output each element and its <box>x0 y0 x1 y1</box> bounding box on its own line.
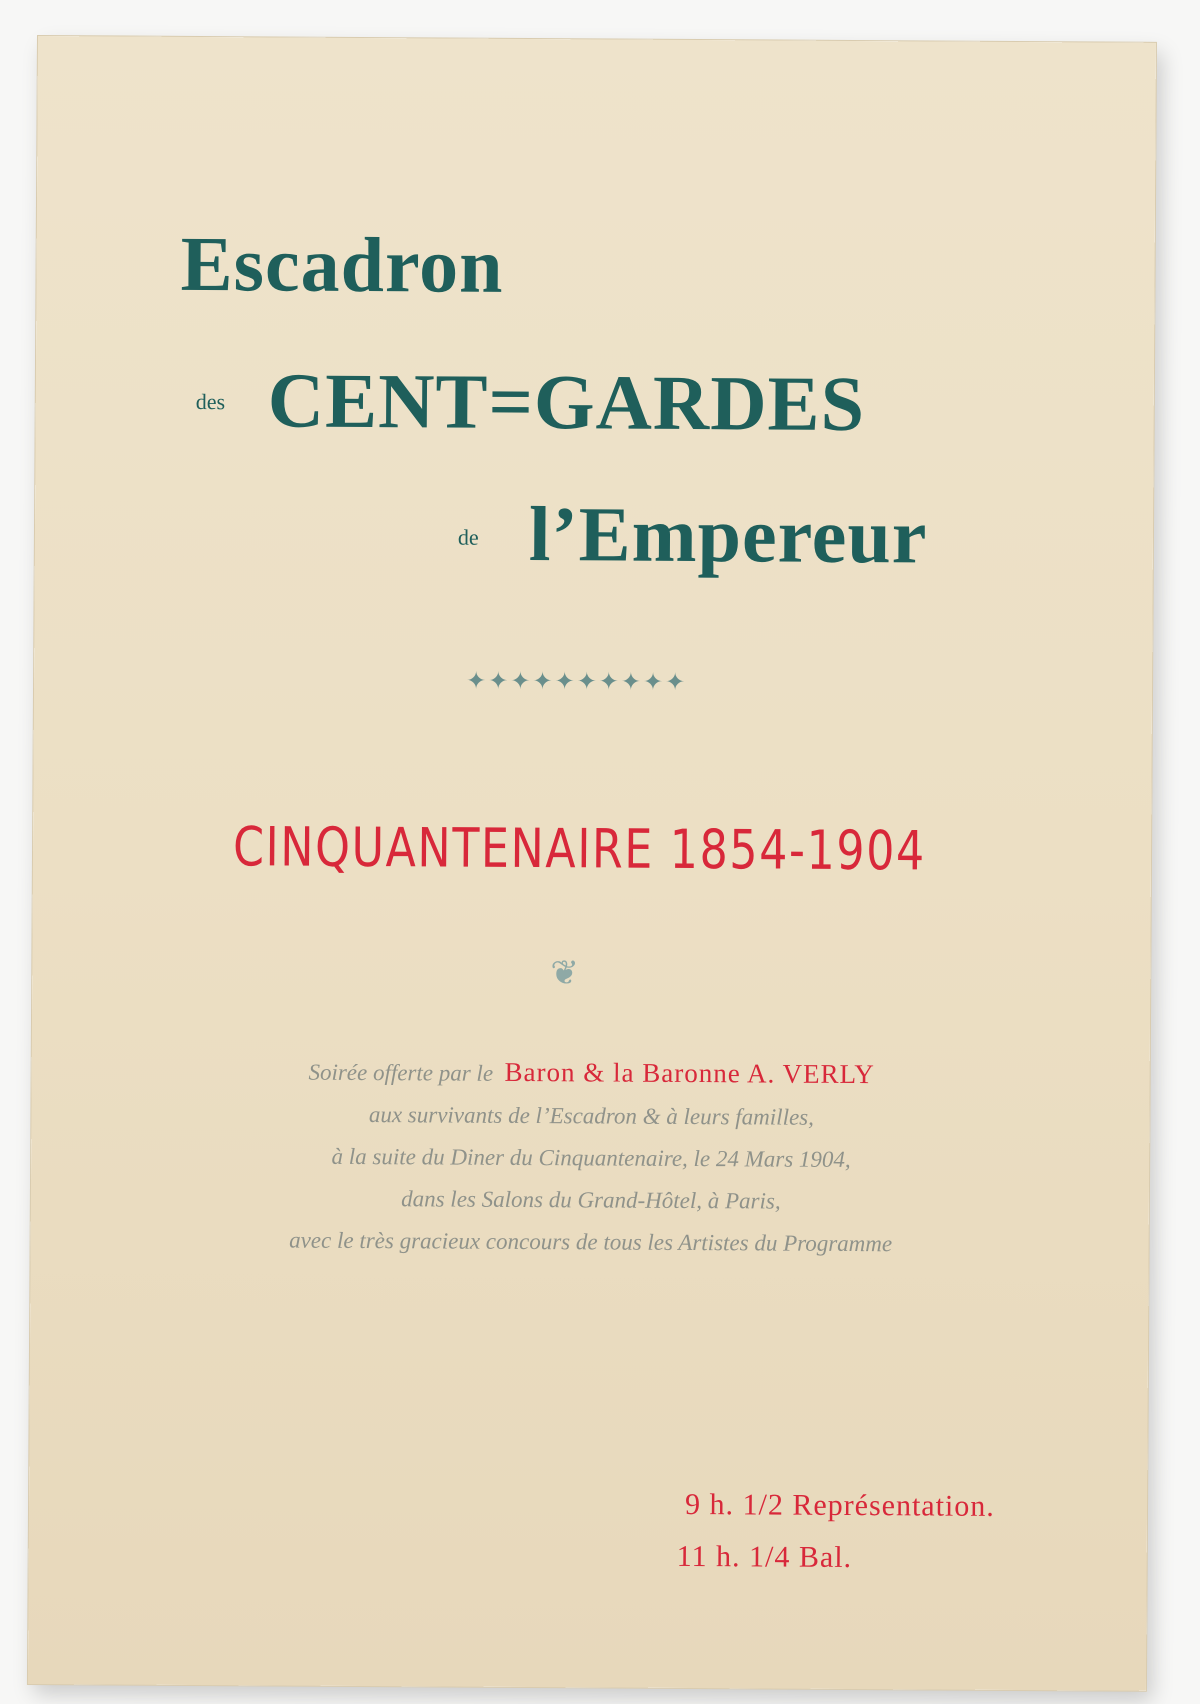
hosts-name: Baron & la Baronne A. VERLY <box>504 1056 875 1090</box>
title-empereur: l’Empereur <box>528 490 928 580</box>
fleur-de-lis-ornament-icon: ✦✦✦✦✦✦✦✦✦✦ <box>465 668 688 696</box>
title-des: des <box>195 388 226 415</box>
invitation-text <box>161 1049 1022 1266</box>
schedule-item-bal <box>677 1540 853 1575</box>
invitation-line-2: aux survivants de l’Escadron & à leurs familles, <box>368 1102 815 1130</box>
invitation-line-5: avec le très gracieux concours de tous les Artistes du Programme <box>289 1227 893 1257</box>
schedule-item-representation <box>685 1488 995 1524</box>
invitation-line-3: à la suite du Diner du Cinquantenaire, le 24 Mars 1904, <box>331 1143 851 1172</box>
fleuron-icon: ❦ <box>550 955 579 993</box>
title-de: de <box>457 524 479 550</box>
invitation-lead: Soirée offerte par le <box>308 1059 494 1086</box>
title-escadron: Escadron <box>180 219 504 309</box>
schedule-time: 11 h. 1/4 <box>676 1539 791 1574</box>
schedule-time: 9 h. 1/2 <box>684 1487 784 1522</box>
title-cent-gardes: CENT=GARDES <box>267 356 866 448</box>
schedule-event: Représentation. <box>792 1488 995 1523</box>
invitation-line-1 <box>162 1049 1022 1098</box>
program-sheet <box>28 36 1156 1691</box>
cinquantenaire-heading: CINQUANTENAIRE 1854-1904 <box>232 815 927 883</box>
schedule-event: Bal. <box>798 1540 853 1575</box>
invitation-line-4: dans les Salons du Grand-Hôtel, à Paris, <box>401 1186 781 1214</box>
